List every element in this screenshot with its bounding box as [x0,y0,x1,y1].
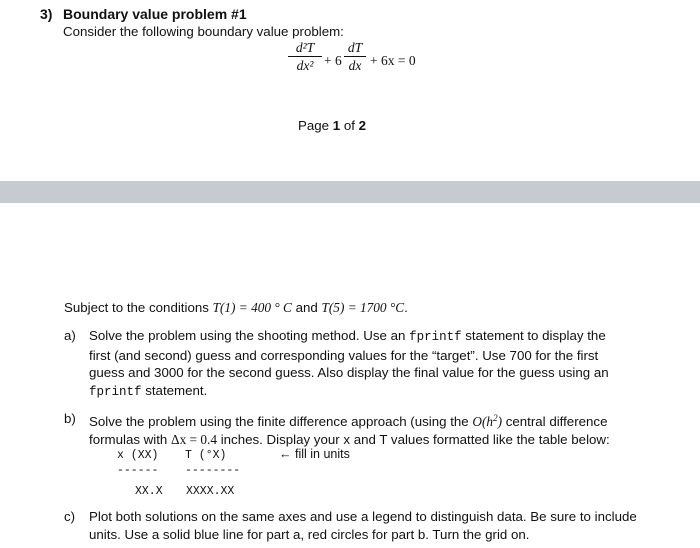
table-dashes-t: -------- [185,464,241,477]
part-c-line-1: Plot both solutions on the same axes and use a legend to distinguish data. Be sure to include [89,509,637,524]
problem-title: Boundary value problem #1 [63,6,247,22]
part-a-text [89,327,689,401]
part-c-line-2: units. Use a solid blue line for part a, red circles for part b. Turn the grid on. [89,526,530,542]
part-a-line-1-text: Solve the problem using the shooting method. Use an [89,328,410,343]
big-o-notation [472,414,502,429]
fraction-bar [344,56,366,57]
part-a-line-2: first (and second) guess and corresponding values for the “target”. Use 700 for the first [89,347,599,363]
table-row-t: XXXX.XX [186,485,235,498]
part-b-line-1-pre: Solve the problem using the finite difference approach (using the [89,414,473,429]
boundary-conditions [64,300,408,316]
part-a-line-4-end: statement. [141,382,208,398]
table-header-x: x (XX) [117,449,159,462]
part-b-line-1-post: central difference [502,414,608,429]
big-o-base: O(h [472,414,494,429]
plus-six: + 6 [324,53,342,68]
part-b-text [89,410,689,448]
part-c-label: c) [64,509,76,524]
fraction-numerator: d²T [295,40,315,55]
part-a-line-1-end: statement to display the [461,328,606,343]
fraction-denominator: dx [348,58,362,73]
fprintf-code: fprintf [89,384,142,399]
delta-x-value: Δx = 0.4 [171,431,217,447]
page-current: 1 [332,118,341,133]
part-c-text [89,508,689,543]
part-a-line-1 [89,327,689,347]
part-b-line-1 [89,410,689,431]
fprintf-code: fprintf [409,330,462,344]
condition-2: T(5) = 1700 °C [321,300,405,315]
part-b-line-2-post: inches. Display your x and T values formatted like the table below: [217,431,610,447]
part-b-line-2-pre: formulas with [89,431,172,447]
fraction-bar [288,56,322,57]
problem-heading [40,6,247,22]
big-o-exponent: 2 [493,413,498,423]
part-a-line-3: guess and 3000 for the second guess. Also display the final value for the guess using an [89,365,609,380]
second-derivative-fraction [288,40,322,73]
problem-intro: Consider the following boundary value problem: [63,24,344,39]
fill-in-units-note: ← fill in units [279,447,350,461]
fraction-numerator: dT [347,40,363,55]
table-row-x: XX.X [135,485,163,498]
table-header-t: T (°X) [185,449,227,462]
conditions-prefix: Subject to the conditions [64,300,213,315]
equation-remainder: + 6x = 0 [370,53,416,68]
page-middle: of [340,118,359,133]
part-b-label: b) [64,411,76,426]
table-dashes-x: ------ [117,464,159,477]
page-total: 2 [358,118,367,133]
first-derivative-fraction [344,40,366,73]
part-b-line-2 [89,431,689,449]
conditions-suffix: . [404,300,408,315]
page-prefix: Page [298,118,333,133]
big-o-close: ) [497,414,503,429]
page-divider [0,181,700,203]
conditions-and: and [291,300,322,315]
differential-equation [288,40,458,80]
page-indicator [298,118,366,133]
problem-number: 3) [40,6,53,22]
condition-1: T(1) = 400 ° C [212,300,292,315]
part-a-label: a) [64,328,76,343]
fraction-denominator: dx² [296,58,314,73]
part-a-line-4 [89,382,689,402]
